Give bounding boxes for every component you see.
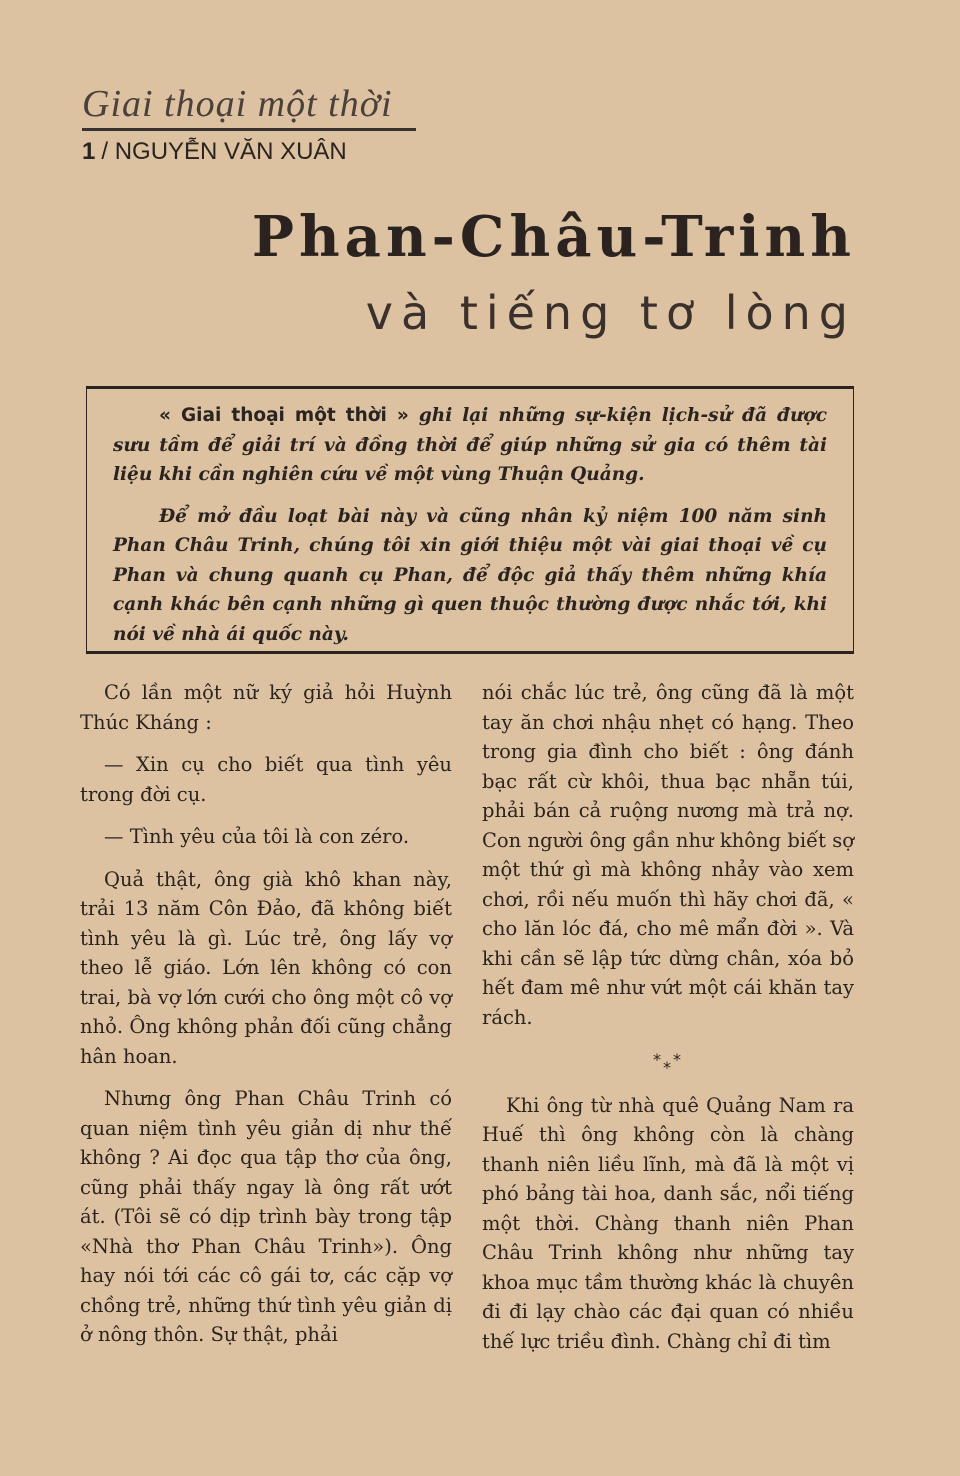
body-paragraph: Nhưng ông Phan Châu Trinh có quan niệm tình yêu giản dị như thế không ? Ai đọc qua tập thơ của ông, cũng phải thấy ngay là ông rất ướt át. (Tôi sẽ có dịp trình bày trong tập «Nhà thơ Phan Châu Trinh»). Ông hay nói tới các cô gái tơ, các cặp vợ chồng trẻ, những thứ tình yêu giản dị ở nông thôn. Sự thật, phải [80,1087,452,1346]
author-name: NGUYỄN VĂN XUÂN [114,138,347,165]
series-rule [82,128,416,131]
article-subtitle: và tiếng tơ lòng [365,286,856,340]
intro-paragraph-2: Để mở đầu loạt bài này và cũng nhân kỷ niệm 100 năm sinh Phan Châu Trinh, chúng tôi xin giới thiệu một vài giai thoại về cụ Phan và chung quanh cụ Phan, để độc giả thấy thêm những khía cạnh khác bên cạnh những gì quen thuộc thường được nhắc tới, khi nói về nhà ái quốc này. [113,505,827,645]
series-number: 1 [82,138,96,165]
separator-star: * [663,1058,673,1077]
body-paragraph: Khi ông từ nhà quê Quảng Nam ra Huế thì ông không còn là chàng thanh niên liều lĩnh, mà đã là một vị phó bảng tài hoa, danh sắc, nổi tiếng một thời. Chàng thanh niên Phan Châu Trinh không như những tay khoa mục tầm thường khác là chuyên đi đi lạy chào các đại quan có nhiều thế lực triều đình. Chàng chỉ đi tìm [482,1093,854,1353]
intro-lead: « Giai thoại một thời » [159,405,409,426]
column-left [80,678,452,1363]
separator-star: * [653,1050,663,1069]
series-title: Giai thoại một thời [82,83,393,125]
body-paragraph: Quả thật, ông già khô khan này, trải 13 năm Côn Đảo, đã không biết tình yêu là gì. Lúc trẻ, ông lấy vợ theo lễ giáo. Lớn lên không có con trai, bà vợ lớn cưới cho ông một cô vợ nhỏ. Ông không phản đối cũng chẳng hân hoan. [80,867,452,1068]
body-paragraph-continued: nói chắc lúc trẻ, ông cũng đã là một tay ăn chơi nhậu nhẹt có hạng. Theo trong gia đình cho biết : ông đánh bạc rất cừ khôi, thua bạc nhẵn túi, phải bán cả ruộng nương mà trả nợ. Con người ông gần như không biết sợ một thứ gì mà không nhảy vào xem chơi, rồi nếu muốn thì hãy chơi đã, « cho lăn lóc đá, cho mê mẩn đời ». Và khi cần sẽ lập tức dừng chân, xóa bỏ hết đam mê như vứt một cái khăn tay rách. [482,681,854,1029]
section-separator [482,1045,854,1075]
body-paragraph: — Xin cụ cho biết qua tình yêu trong đời cụ. [80,753,452,806]
intro-box [86,386,854,654]
body-paragraph: — Tình yêu của tôi là con zéro. [104,825,410,848]
column-right [482,678,854,1369]
intro-paragraph-1 [87,401,853,490]
intro-paragraph-1-text: ghi lại những sự-kiện lịch-sử đã được sưu tầm để giải trí và đồng thời để giúp những sử gia có thêm tài liệu khi cần nghiên cứu về một vùng Thuận Quảng. [113,405,827,485]
separator-star: * [673,1050,683,1069]
body-paragraph: Có lần một nữ ký giả hỏi Huỳnh Thúc Kháng : [80,681,452,734]
byline-separator: / [101,138,109,165]
article-title: Phan-Châu-Trinh [251,204,856,270]
series-byline [82,138,347,166]
